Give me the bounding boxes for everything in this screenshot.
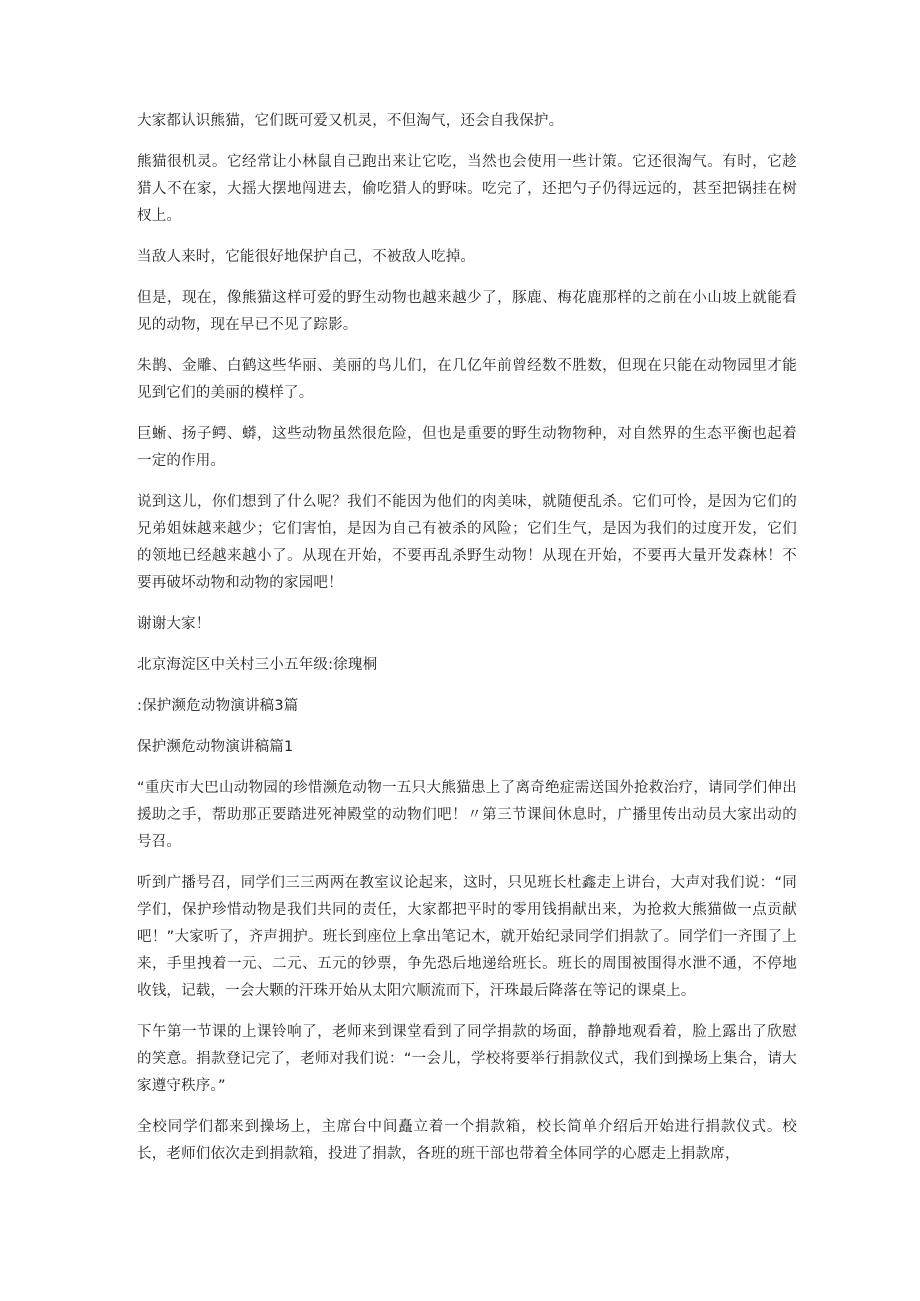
- section-title: :保护濒危动物演讲稿3篇: [137, 698, 299, 714]
- paragraph-thanks: 谢谢大家！: [137, 616, 211, 632]
- paragraph-ceremony: 全校同学们都来到操场上，主席台中间矗立着一个捐款箱，校长简单介绍后开始进行捐款仪式。校长，老师们依次走到捐款箱，投进了捐款，各班的班干部也带着全体同学的心愿走上捐款席，: [137, 1119, 797, 1162]
- paragraph-teacher: 下午第一节课的上课铃响了，老师来到课堂看到了同学捐款的场面，静静地观看着，脸上露出了欣慰的笑意。捐款登记完了，老师对我们说：“一会儿，学校将要举行捐款仪式，我们到操场上集合，请大家遵守秩序。”: [137, 1024, 797, 1094]
- paragraph-call-to-action: 说到这儿，你们想到了什么呢？我们不能因为他们的肉美味，就随便乱杀。它们可怜，是因为它们的兄弟姐妹越来越少；它们害怕，是因为自己有被杀的风险；它们生气，是因为我们的过度开发，它们的领地已经越来越小了。从现在开始，不要再乱杀野生动物！从现在开始，不要再大量开发森林！不要再破坏动物和动物的家园吧！: [137, 494, 797, 591]
- paragraph-protect-self: 当敌人来时，它能很好地保护自己，不被敌人吃掉。: [137, 249, 476, 265]
- paragraph-birds: 朱鹊、金雕、白鹤这些华丽、美丽的鸟儿们，在几亿年前曾经数不胜数，但现在只能在动物园里才能见到它们的美丽的模样了。: [137, 358, 797, 401]
- paragraph-panda-clever: 熊猫很机灵。它经常让小林鼠自己跑出来让它吃，当然也会使用一些计策。它还很淘气。有时，它趁猎人不在家，大摇大摆地闯进去，偷吃猎人的野味。吃完了，还把勺子仍得远远的，甚至把锅挂在树杈上。: [137, 154, 797, 224]
- paragraph-intro: 大家都认识熊猫，它们既可爱又机灵，不但淘气，还会自我保护。: [137, 113, 564, 129]
- paragraph-fewer-animals: 但是，现在，像熊猫这样可爱的野生动物也越来越少了，豚鹿、梅花鹿那样的之前在小山坡上就能看见的动物，现在早已不见了踪影。: [137, 290, 797, 333]
- section-subtitle: 保护濒危动物演讲稿篇1: [137, 739, 294, 755]
- document-page: [137, 108, 797, 1182]
- paragraph-author: 北京海淀区中关村三小五年级:徐瑰桐: [137, 657, 378, 673]
- paragraph-class-donation: 听到广播号召，同学们三三两两在教室议论起来，这时，只见班长杜鑫走上讲台，大声对我们说：“同学们，保护珍惜动物是我们共同的责任，大家都把平时的零用钱捐献出来，为抢救大熊猫做一点贡献吧！”大家听了，齐声拥护。班长到座位上拿出笔记木，就开始纪录同学们捐款了。同学们一齐围了上来，手里拽着一元、二元、五元的钞票，争先恐后地递给班长。班长的周围被围得水泄不通，不停地收钱，记载，一会大颗的汗珠开始从太阳穴顺流而下，汗珠最后降落在等记的课桌上。: [137, 875, 797, 999]
- paragraph-reptiles: 巨蜥、扬子鳄、蟒，这些动物虽然很危险，但也是重要的野生动物物种，对自然界的生态平衡也起着一定的作用。: [137, 426, 797, 469]
- paragraph-broadcast: “重庆市大巴山动物园的珍惜濒危动物一五只大熊猫患上了离奇绝症需送国外抢救治疗，请同学们伸出援助之手，帮助那正要踏进死神殿堂的动物们吧！〃第三节课间休息时，广播里传出动员大家出动的号召。: [137, 780, 797, 850]
